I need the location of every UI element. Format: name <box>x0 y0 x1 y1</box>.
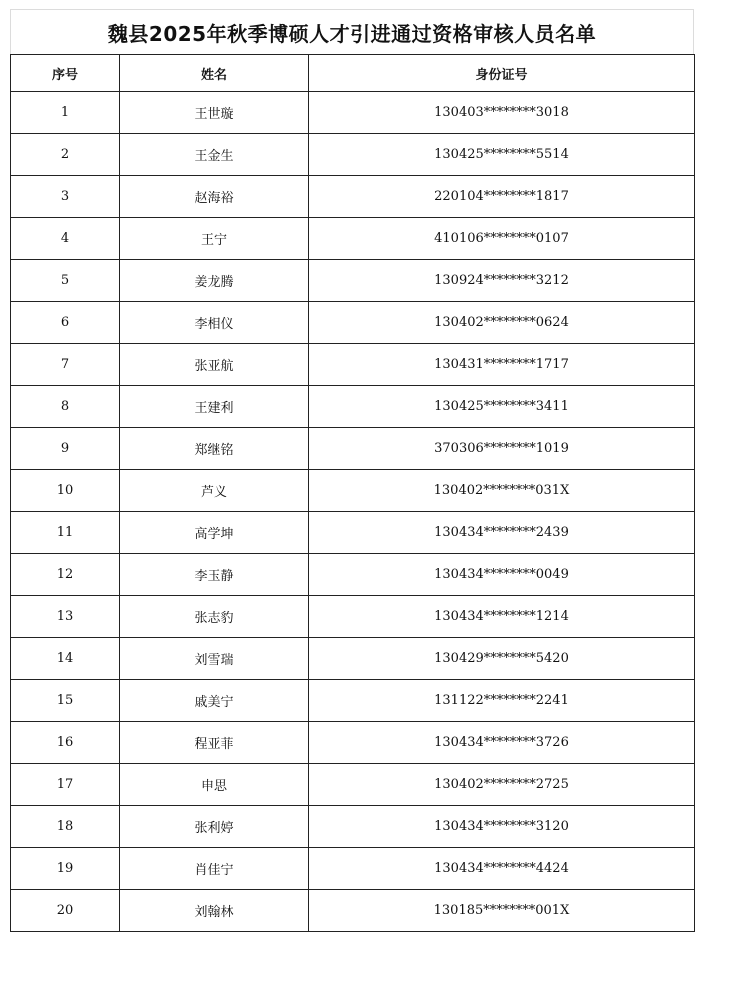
header-id-number: 身份证号 <box>309 55 695 92</box>
table-row <box>11 764 695 806</box>
row-id-number: 131122********2241 <box>309 680 695 722</box>
table-row <box>11 176 695 218</box>
row-id-number: 220104********1817 <box>309 176 695 218</box>
row-id-number: 130434********4424 <box>309 848 695 890</box>
row-name: 赵海裕 <box>120 176 309 218</box>
table-row <box>11 638 695 680</box>
row-id-number: 410106********0107 <box>309 218 695 260</box>
row-name: 肖佳宁 <box>120 848 309 890</box>
row-name: 戚美宁 <box>120 680 309 722</box>
row-id-number: 130434********3726 <box>309 722 695 764</box>
row-name: 王世璇 <box>120 92 309 134</box>
document-title: 魏县2025年秋季博硕人才引进通过资格审核人员名单 <box>107 21 597 46</box>
row-id-number: 130434********1214 <box>309 596 695 638</box>
row-id-number: 130425********5514 <box>309 134 695 176</box>
table-row <box>11 134 695 176</box>
row-id-number: 130185********001X <box>309 890 695 932</box>
table-row <box>11 848 695 890</box>
row-index: 13 <box>11 596 120 638</box>
row-name: 李相仪 <box>120 302 309 344</box>
table-row <box>11 722 695 764</box>
row-id-number: 130429********5420 <box>309 638 695 680</box>
row-index: 16 <box>11 722 120 764</box>
row-id-number: 130434********0049 <box>309 554 695 596</box>
row-name: 王金生 <box>120 134 309 176</box>
row-name: 程亚菲 <box>120 722 309 764</box>
header-index: 序号 <box>11 55 120 92</box>
table-row <box>11 386 695 428</box>
row-name: 张利婷 <box>120 806 309 848</box>
row-name: 刘翰林 <box>120 890 309 932</box>
row-index: 4 <box>11 218 120 260</box>
table-row <box>11 890 695 932</box>
row-name: 李玉静 <box>120 554 309 596</box>
row-name: 姜龙腾 <box>120 260 309 302</box>
row-name: 张亚航 <box>120 344 309 386</box>
header-row <box>11 55 695 92</box>
row-name: 王宁 <box>120 218 309 260</box>
row-index: 6 <box>11 302 120 344</box>
table-row <box>11 596 695 638</box>
row-index: 7 <box>11 344 120 386</box>
table-row <box>11 344 695 386</box>
row-id-number: 130403********3018 <box>309 92 695 134</box>
row-index: 3 <box>11 176 120 218</box>
row-index: 10 <box>11 470 120 512</box>
row-index: 17 <box>11 764 120 806</box>
row-id-number: 130924********3212 <box>309 260 695 302</box>
table-row <box>11 218 695 260</box>
table-row <box>11 260 695 302</box>
row-id-number: 130431********1717 <box>309 344 695 386</box>
row-index: 11 <box>11 512 120 554</box>
row-id-number: 130434********2439 <box>309 512 695 554</box>
table-row <box>11 806 695 848</box>
row-id-number: 130402********2725 <box>309 764 695 806</box>
row-name: 张志豹 <box>120 596 309 638</box>
row-index: 14 <box>11 638 120 680</box>
table-row <box>11 470 695 512</box>
roster-table <box>10 54 695 932</box>
table-row <box>11 512 695 554</box>
table-row <box>11 428 695 470</box>
row-index: 5 <box>11 260 120 302</box>
row-index: 15 <box>11 680 120 722</box>
header-name: 姓名 <box>120 55 309 92</box>
table-row <box>11 554 695 596</box>
row-name: 高学坤 <box>120 512 309 554</box>
row-index: 20 <box>11 890 120 932</box>
row-index: 12 <box>11 554 120 596</box>
row-index: 19 <box>11 848 120 890</box>
title-box <box>10 9 694 54</box>
row-id-number: 130425********3411 <box>309 386 695 428</box>
table-row <box>11 302 695 344</box>
row-name: 郑继铭 <box>120 428 309 470</box>
row-id-number: 130434********3120 <box>309 806 695 848</box>
row-id-number: 130402********031X <box>309 470 695 512</box>
row-name: 王建利 <box>120 386 309 428</box>
row-name: 申思 <box>120 764 309 806</box>
row-id-number: 130402********0624 <box>309 302 695 344</box>
row-index: 2 <box>11 134 120 176</box>
table-row <box>11 680 695 722</box>
row-name: 芦义 <box>120 470 309 512</box>
row-index: 9 <box>11 428 120 470</box>
row-index: 18 <box>11 806 120 848</box>
row-index: 1 <box>11 92 120 134</box>
row-name: 刘雪瑞 <box>120 638 309 680</box>
row-id-number: 370306********1019 <box>309 428 695 470</box>
row-index: 8 <box>11 386 120 428</box>
table-row <box>11 92 695 134</box>
